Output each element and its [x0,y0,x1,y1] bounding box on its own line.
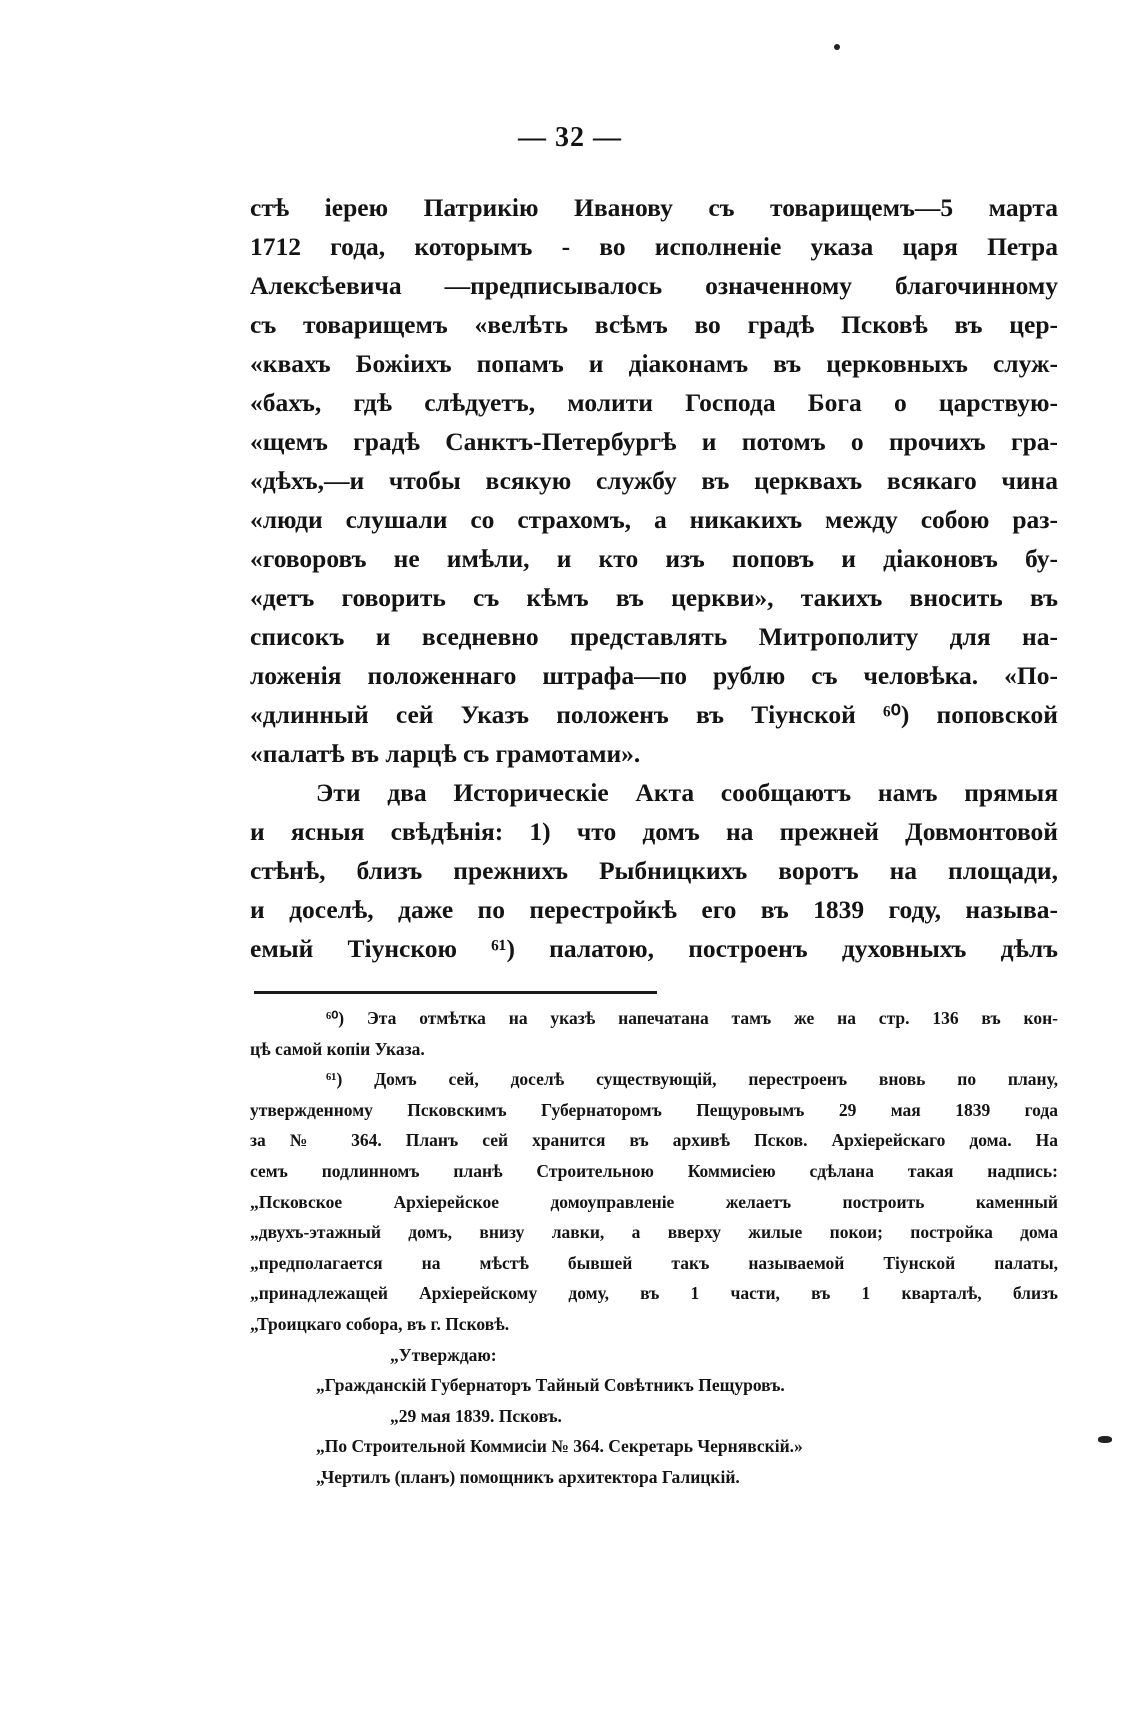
text-line: и доселѣ, даже по перестройкѣ его въ 1839 году, называ- [250,895,1058,924]
text-line: «дѣхъ,—и чтобы всякую службу въ церквахъ всякаго чина [250,466,1058,495]
text-line: емый Тіунскою ⁶¹) палатою, построенъ духовныхъ дѣлъ [250,934,1058,963]
footnote-line: ⁶¹) Домъ сей, доселѣ существующій, перестроенъ вновь по плану, [326,1069,1058,1090]
footnote-line: за № 364. Планъ сей хранится въ архивѣ Псков. Архіерейскаго дома. На [250,1130,1058,1151]
footnote-line: утвержденному Псковскимъ Губернаторомъ Пещуровымъ 29 мая 1839 года [250,1099,1058,1120]
footnote-line: „Троицкаго собора, въ г. Псковѣ. [250,1313,510,1334]
text-line: Алексѣевича —предписывалось означенному благочинному [250,271,1058,300]
ink-speck [834,44,840,50]
footnotes [250,1003,1058,1493]
text-line: ложенія положеннаго штрафа—по рублю съ человѣка. «По- [250,661,1058,690]
footnote-line: „предполагается на мѣстѣ бывшей такъ называемой Тіунской палаты, [250,1252,1058,1273]
text-line: «детъ говорить съ кѣмъ въ церкви», такихъ вносить въ [250,583,1058,612]
footnote-line: „двухъ-этажный домъ, внизу лавки, а вверху жилые покои; постройка дома [250,1222,1058,1243]
text-line: Эти два Историческіе Акта сообщаютъ намъ прямыя [316,778,1058,807]
footnote-line: ⁶⁰) Эта отмѣтка на указѣ напечатана тамъ же на стр. 136 въ кон- [326,1008,1058,1028]
text-line: стѣ іерею Патрикію Иванову съ товарищемъ—5 марта [250,193,1058,222]
text-line: «квахъ Божіихъ попамъ и діаконамъ въ церковныхъ служ- [250,349,1058,378]
text-line: и ясныя свѣдѣнія: 1) что домъ на прежней Довмонтовой [250,817,1058,846]
footnote-line: „29 мая 1839. Псковъ. [390,1405,562,1426]
text-line: съ товарищемъ «велѣть всѣмъ во градѣ Псковѣ въ цер- [250,310,1058,339]
page-number: — 32 — [518,122,622,153]
ink-speck [1098,1436,1112,1443]
text-line: «люди слушали со страхомъ, а никакихъ между собою раз- [250,505,1058,534]
text-line: «палатѣ въ ларцѣ съ грамотами». [250,739,641,768]
footnote-line: „принадлежащей Архіерейскому дому, въ 1 части, въ 1 кварталѣ, близъ [250,1283,1058,1304]
footnote-line: „Утверждаю: [390,1344,497,1365]
text-line: «говоровъ не имѣли, и кто изъ поповъ и діаконовъ бу- [250,544,1058,573]
text-line: «длинный сей Указъ положенъ въ Тіунской ⁶⁰) поповской [250,700,1058,729]
footnote-line: семъ подлинномъ планѣ Строительною Коммисіею сдѣлана такая надпись: [250,1160,1058,1181]
footnote-line: „Гражданскій Губернаторъ Тайный Совѣтникъ Пещуровъ. [316,1375,785,1396]
footnote-divider [254,991,657,994]
footnote-line: „Чертилъ (планъ) помощникъ архитектора Галицкій. [316,1466,740,1487]
text-line: «щемъ градѣ Санктъ-Петербургѣ и потомъ о прочихъ гра- [250,427,1058,456]
text-line: 1712 года, которымъ - во исполненіе указа царя Петра [250,232,1058,261]
text-line: списокъ и вседневно представлять Митрополиту для на- [250,622,1058,651]
footnote-line: „Псковское Архіерейское домоуправленіе желаетъ построить каменный [250,1191,1058,1212]
footnote-line: „По Строительной Коммисіи № 364. Секретарь Чернявскій.» [316,1436,803,1457]
main-text [250,188,1058,968]
text-line: стѣнѣ, близъ прежнихъ Рыбницкихъ воротъ на площади, [250,856,1058,885]
text-line: «бахъ, гдѣ слѣдуетъ, молити Господа Бога о царствую- [250,388,1058,417]
footnote-line: цѣ самой копіи Указа. [250,1038,425,1059]
